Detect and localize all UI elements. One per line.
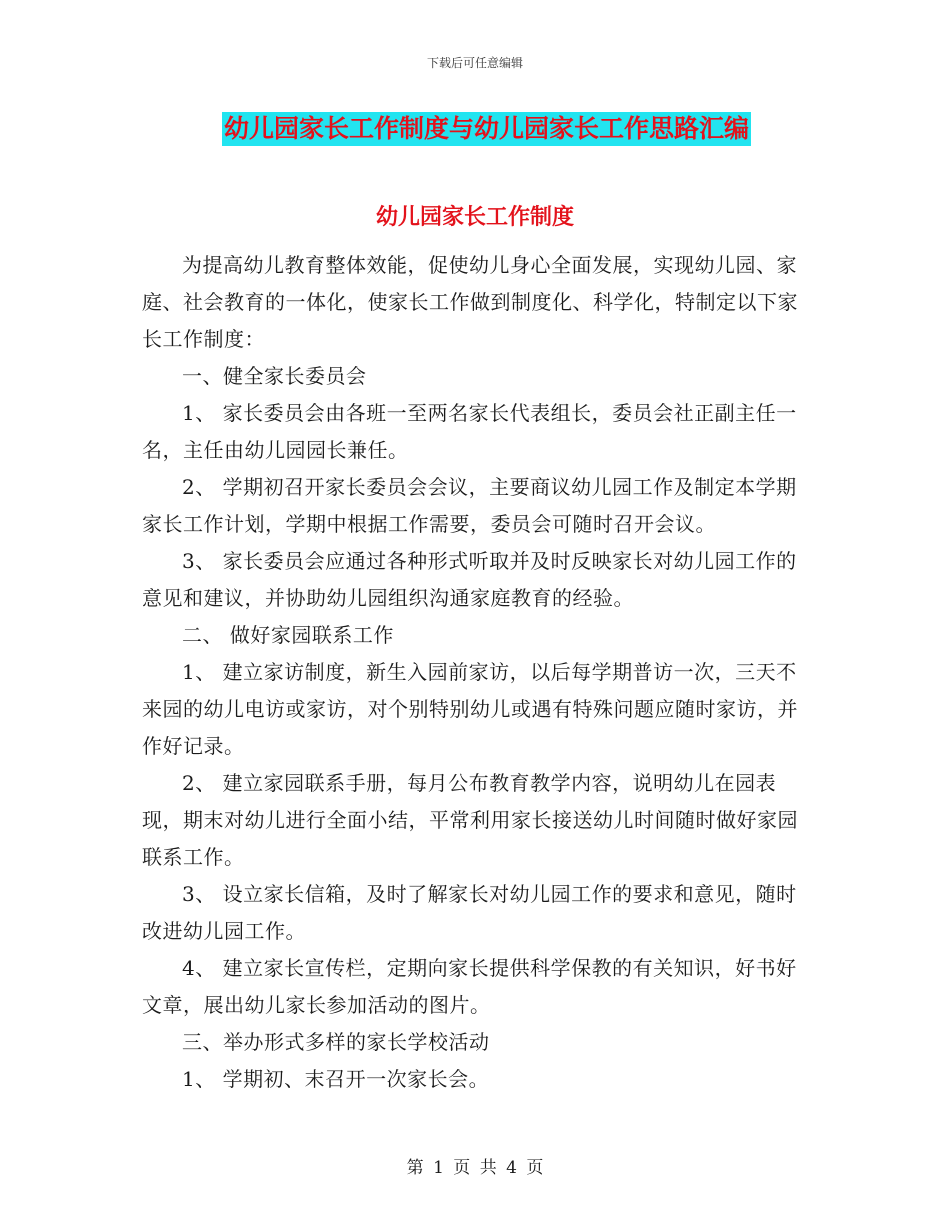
section-title: 幼儿园家长工作制度 [375,205,574,230]
paragraph-contact-3: 3、 设立家长信箱，及时了解家长对幼儿园工作的要求和意见，随时改进幼儿园工作。 [142,882,797,943]
page-header-note: 下载后可任意编辑 [426,56,523,70]
paragraph-contact-1: 1、 建立家访制度，新生入园前家访，以后每学期普访一次，三天不来园的幼儿电访或家访，对个别特别幼儿或遇有特殊问题应随时家访，并作好记录。 [142,660,798,758]
heading-parent-school: 三、举办形式多样的家长学校活动 [182,1030,490,1054]
page-number-footer: 第 1 页 共 4 页 [406,1158,544,1178]
paragraph-parent-school-1: 1、 学期初、末召开一次家长会。 [182,1067,490,1091]
heading-parents-committee: 一、健全家长委员会 [182,364,367,388]
heading-home-school-contact: 二、 做好家园联系工作 [182,623,394,647]
paragraph-committee-3: 3、 家长委员会应通过各种形式听取并及时反映家长对幼儿园工作的意见和建议，并协助幼儿园组织沟通家庭教育的经验。 [142,549,797,610]
paragraph-contact-2: 2、 建立家园联系手册，每月公布教育教学内容，说明幼儿在园表现，期末对幼儿进行全面小结，平常利用家长接送幼儿时间随时做好家园联系工作。 [142,771,798,869]
paragraph-contact-4: 4、 建立家长宣传栏，定期向家长提供科学保教的有关知识，好书好文章，展出幼儿家长参加活动的图片。 [142,956,797,1017]
paragraph-intro: 为提高幼儿教育整体效能，促使幼儿身心全面发展，实现幼儿园、家庭、社会教育的一体化，使家长工作做到制度化、科学化，特制定以下家长工作制度： [142,253,798,351]
paragraph-committee-2: 2、 学期初召开家长委员会会议，主要商议幼儿园工作及制定本学期家长工作计划，学期中根据工作需要，委员会可随时召开会议。 [142,475,797,536]
document-body [142,247,808,1098]
document-title: 幼儿园家长工作制度与幼儿园家长工作思路汇编 [222,112,751,146]
paragraph-committee-1: 1、 家长委员会由各班一至两名家长代表组长，委员会社正副主任一名，主任由幼儿园园长兼任。 [142,401,797,462]
